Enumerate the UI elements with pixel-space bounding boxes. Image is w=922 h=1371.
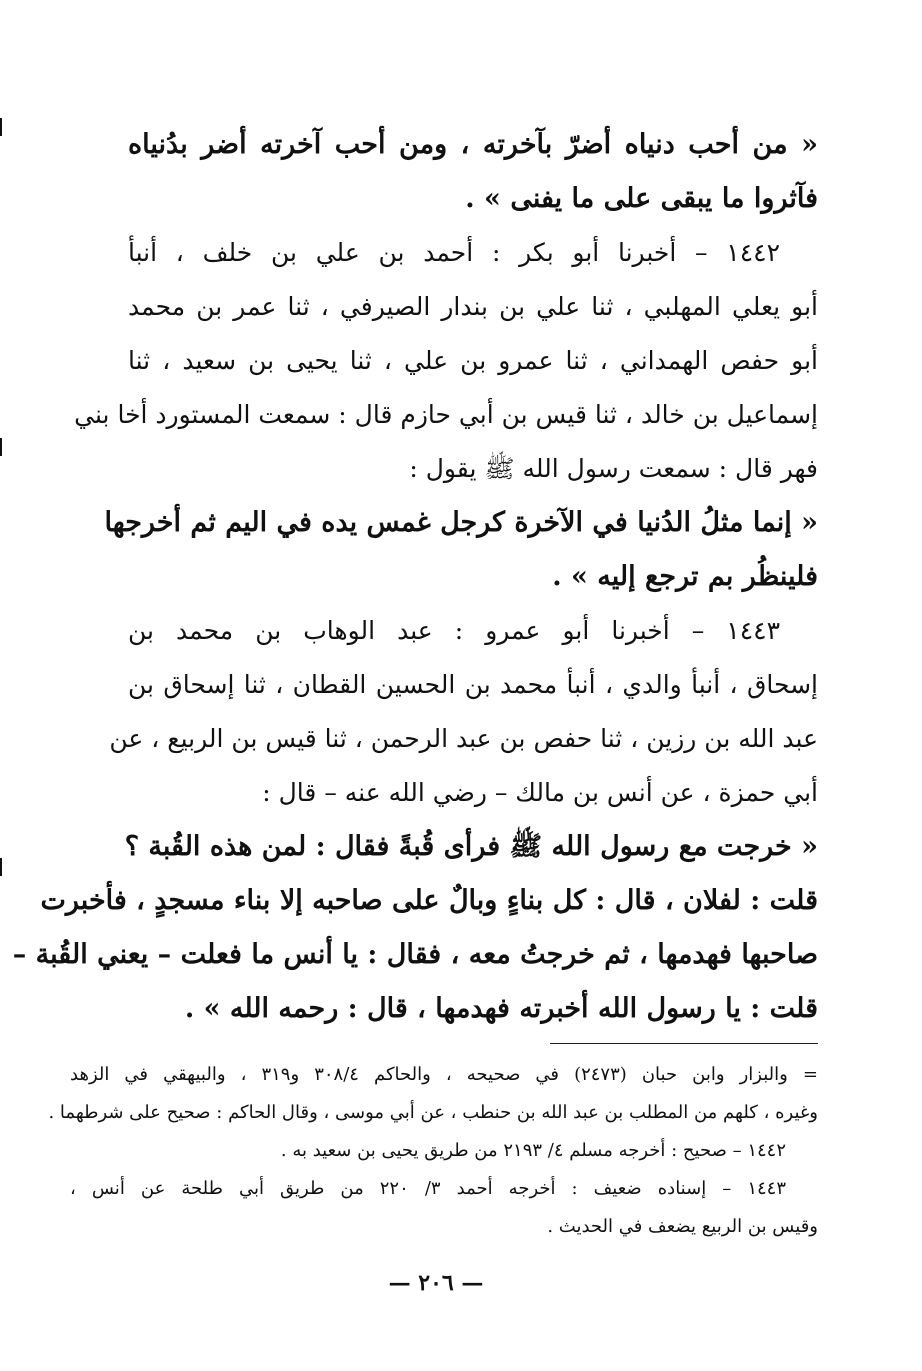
text-line: أبو يعلي المهلبي ، ثنا علي بن بندار الصيرفي ، ثنا عمر بن محمد bbox=[128, 292, 818, 321]
text-line: قلت : لفلان ، قال : كل بناءٍ وبالٌ على صاحبه إلا بناء مسجدٍ ، فأخبرت bbox=[40, 885, 818, 916]
text-line: إسماعيل بن خالد ، ثنا قيس بن أبي حازم قال : سمعت المستورد أخا بني bbox=[74, 400, 818, 429]
hadith-quote-1 bbox=[128, 118, 818, 226]
footnote-line: وغيره ، كلهم من المطلب بن عبد الله بن حنطب ، عن أبي موسى ، وقال الحاكم : صحيح على شرطهما . bbox=[48, 1102, 818, 1123]
hadith-1442-chain bbox=[74, 226, 818, 496]
text-line: فهر قال : سمعت رسول الله ﷺ يقول : bbox=[409, 454, 818, 483]
footnote-line: ١٤٤٢ – صحيح : أخرجه مسلم ٤/ ٢١٩٣ من طريق يحيى بن سعيد به . bbox=[280, 1140, 786, 1161]
text-line: قلت : يا رسول الله أخبرته فهدمها ، قال : رحمه الله » . bbox=[184, 993, 818, 1024]
text-line: إسحاق ، أنبأ والدي ، أنبأ محمد بن الحسين القطان ، ثنا إسحاق بن bbox=[128, 670, 818, 699]
text-line: أبي حمزة ، عن أنس بن مالك – رضي الله عنه – قال : bbox=[262, 778, 818, 807]
text-line: صاحبها فهدمها ، ثم خرجتُ معه ، فقال : يا أنس ما فعلت – يعني القُبة – bbox=[12, 939, 818, 970]
text-line: ١٤٤٣ – أخبرنا أبو عمرو : عبد الوهاب بن محمد بن bbox=[128, 616, 780, 645]
hadith-quote-2 bbox=[104, 496, 818, 604]
main-text bbox=[12, 118, 818, 1036]
text-line: « من أحب دنياه أضرّ بآخرته ، ومن أحب آخرته أضر بدُنياه bbox=[128, 129, 818, 160]
footnote-separator bbox=[550, 1043, 818, 1044]
hadith-1443-chain bbox=[109, 604, 818, 820]
text-line: ١٤٤٢ – أخبرنا أبو بكر : أحمد بن علي بن خلف ، أنبأ bbox=[128, 238, 780, 267]
scan-edge-mark bbox=[0, 858, 2, 876]
text-line: فآثروا ما يبقى على ما يفنى » . bbox=[465, 183, 818, 214]
text-line: أبو حفص الهمداني ، ثنا عمرو بن علي ، ثنا يحيى بن سعيد ، ثنا bbox=[128, 346, 818, 375]
text-line: « إنما مثلُ الدُنيا في الآخرة كرجل غمس يده في اليم ثم أخرجها bbox=[104, 507, 818, 538]
footnotes bbox=[48, 1056, 818, 1246]
text-line: « خرجت مع رسول الله ﷺ فرأى قُبةً فقال : لمن هذه القُبة ؟ bbox=[124, 831, 818, 862]
scan-edge-mark bbox=[0, 118, 2, 136]
text-line: فلينظُر بم ترجع إليه » . bbox=[552, 561, 818, 592]
page-number: — ٢٠٦ — bbox=[388, 1270, 484, 1296]
footnote-line: ١٤٤٣ – إسناده ضعيف : أخرجه أحمد ٣/ ٢٢٠ من طريق أبي طلحة عن أنس ، bbox=[70, 1178, 786, 1199]
footnote-line: = والبزار وابن حبان (٢٤٧٣) في صحيحه ، والحاكم ٣٠٨/٤ و٣١٩ ، والبيهقي في الزهد bbox=[70, 1064, 818, 1085]
scan-edge-mark bbox=[0, 438, 2, 456]
footnote-line: وقيس بن الربيع يضعف في الحديث . bbox=[547, 1216, 818, 1237]
text-line: عبد الله بن رزين ، ثنا حفص بن عبد الرحمن ، ثنا قيس بن الربيع ، عن bbox=[109, 724, 818, 753]
hadith-quote-3 bbox=[12, 820, 818, 1036]
